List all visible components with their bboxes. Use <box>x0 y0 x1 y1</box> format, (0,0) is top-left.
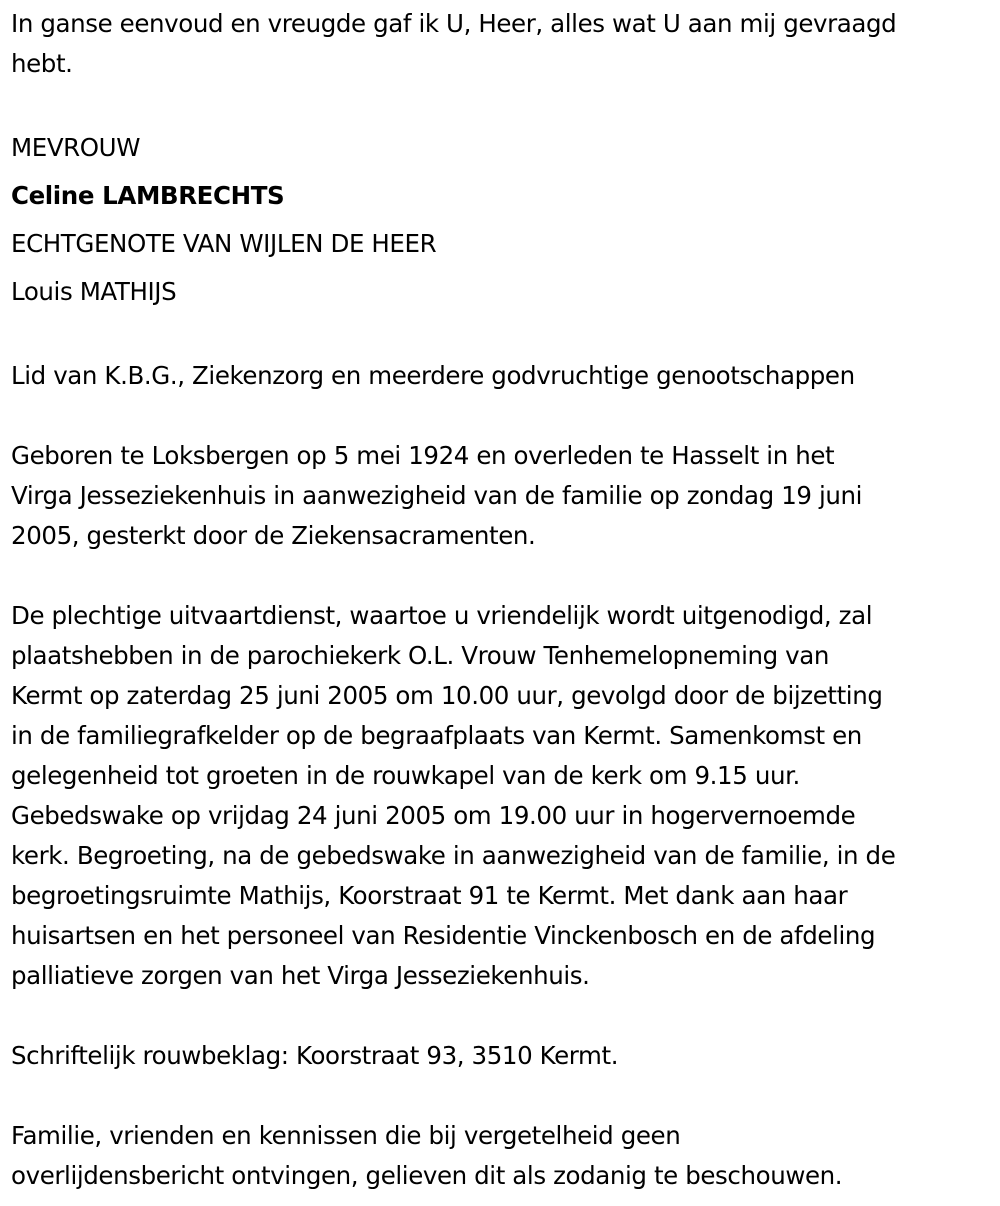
birth-death-line: 2005, gesterkt door de Ziekensacramenten. <box>11 521 536 550</box>
spacer <box>11 84 993 124</box>
closing-paragraph <box>11 1116 993 1196</box>
ceremony-line: plaatshebben in de parochiekerk O.L. Vrouw Tenhemelopneming van <box>11 641 830 670</box>
ceremony-paragraph <box>11 596 993 996</box>
ceremony-line: kerk. Begroeting, na de gebedswake in aanwezigheid van de familie, in de <box>11 841 896 870</box>
deceased-relation: ECHTGENOTE VAN WIJLEN DE HEER <box>11 229 437 258</box>
ceremony-line: De plechtige uitvaartdienst, waartoe u vriendelijk wordt uitgenodigd, zal <box>11 601 873 630</box>
spacer <box>11 1076 993 1116</box>
deceased-block <box>11 124 993 316</box>
spacer <box>11 396 993 436</box>
obituary-document <box>11 0 993 1196</box>
membership-line: Lid van K.B.G., Ziekenzorg en meerdere godvruchtige genootschappen <box>11 361 855 390</box>
birth-death-line: Virga Jesseziekenhuis in aanwezigheid van de familie op zondag 19 juni <box>11 481 863 510</box>
condolences-paragraph <box>11 1036 993 1076</box>
ceremony-line: palliatieve zorgen van het Virga Jesseziekenhuis. <box>11 961 590 990</box>
birth-death-paragraph <box>11 436 993 556</box>
closing-line: overlijdensbericht ontvingen, gelieven dit als zodanig te beschouwen. <box>11 1161 843 1190</box>
deceased-spouse: Louis MATHIJS <box>11 277 177 306</box>
ceremony-line: Kermt op zaterdag 25 juni 2005 om 10.00 uur, gevolgd door de bijzetting <box>11 681 883 710</box>
intro-verse <box>11 4 993 84</box>
intro-line: In ganse eenvoud en vreugde gaf ik U, Heer, alles wat U aan mij gevraagd <box>11 9 897 38</box>
spacer <box>11 996 993 1036</box>
ceremony-line: in de familiegrafkelder op de begraafplaats van Kermt. Samenkomst en <box>11 721 862 750</box>
ceremony-line: begroetingsruimte Mathijs, Koorstraat 91 te Kermt. Met dank aan haar <box>11 881 848 910</box>
intro-line: hebt. <box>11 49 73 78</box>
deceased-name: Celine LAMBRECHTS <box>11 181 285 210</box>
spacer <box>11 556 993 596</box>
condolences-line: Schriftelijk rouwbeklag: Koorstraat 93, 3510 Kermt. <box>11 1041 619 1070</box>
ceremony-line: huisartsen en het personeel van Residentie Vinckenbosch en de afdeling <box>11 921 876 950</box>
membership-paragraph <box>11 356 993 396</box>
deceased-title: MEVROUW <box>11 133 141 162</box>
ceremony-line: Gebedswake op vrijdag 24 juni 2005 om 19.00 uur in hogervernoemde <box>11 801 856 830</box>
closing-line: Familie, vrienden en kennissen die bij vergetelheid geen <box>11 1121 681 1150</box>
spacer <box>11 316 993 356</box>
ceremony-line: gelegenheid tot groeten in de rouwkapel van de kerk om 9.15 uur. <box>11 761 800 790</box>
birth-death-line: Geboren te Loksbergen op 5 mei 1924 en overleden te Hasselt in het <box>11 441 835 470</box>
